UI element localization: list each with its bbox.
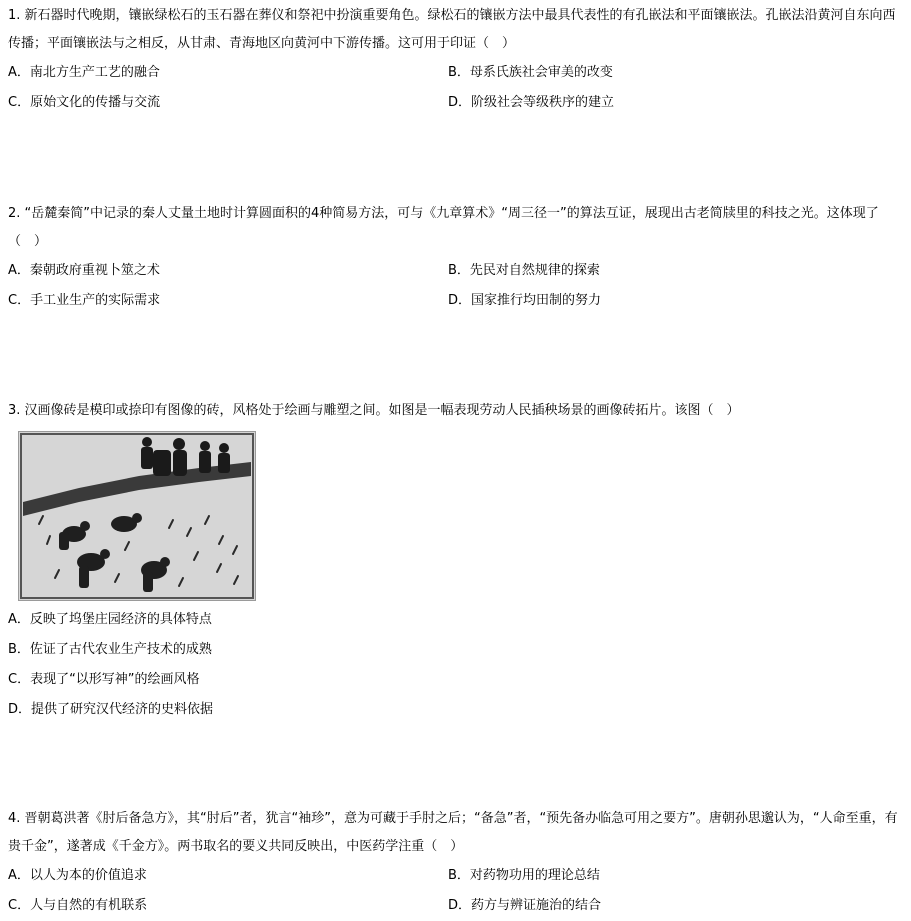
question-3-options [8, 605, 903, 725]
question-1-option-a[interactable]: A．南北方生产工艺的融合 [8, 65, 160, 80]
question-2-options [8, 256, 903, 316]
question-3-stem: 3. 汉画像砖是模印或捺印有图像的砖，风格处于绘画与雕塑之间。如图是一幅表现劳动人民插秧场景的画像砖拓片。该图（ ） [8, 403, 740, 418]
question-1-stem: 1. 新石器时代晚期，镶嵌绿松石的玉石器在葬仪和祭祀中扮演重要角色。绿松石的镶嵌方法中最具代表性的有孔嵌法和平面镶嵌法。孔嵌法沿黄河自东向西传播；平面镶嵌法与之相反，从甘肃、青海地区向黄河中下游传播。这可用于印证（ ） [8, 8, 896, 51]
question-2-stem: 2. “岳麓秦简”中记录的秦人丈量土地时计算圆面积的4种简易方法，可与《九章算术》“周三径一”的算法互证，展现出古老简牍里的科技之光。这体现了（ ） [8, 206, 879, 249]
question-1-option-d[interactable]: D．阶级社会等级秩序的建立 [448, 95, 615, 110]
brick-rubbing-illustration [19, 432, 255, 600]
brick-rubbing-image [18, 431, 256, 601]
question-1 [8, 2, 903, 118]
question-3-option-c[interactable]: C．表现了“以形写神”的绘画风格 [8, 672, 200, 687]
question-4-options [8, 861, 903, 921]
question-1-option-c[interactable]: C．原始文化的传播与交流 [8, 95, 161, 110]
question-1-options [8, 58, 903, 118]
question-4 [8, 805, 903, 921]
question-4-option-d[interactable]: D．药方与辨证施治的结合 [448, 898, 602, 913]
question-3-option-a[interactable]: A．反映了坞堡庄园经济的具体特点 [8, 612, 212, 627]
question-1-option-b[interactable]: B．母系氏族社会审美的改变 [448, 65, 613, 80]
question-2-option-a[interactable]: A．秦朝政府重视卜筮之术 [8, 263, 160, 278]
question-4-option-a[interactable]: A．以人为本的价值追求 [8, 868, 147, 883]
question-3 [8, 397, 903, 725]
question-2-option-b[interactable]: B．先民对自然规律的探索 [448, 263, 600, 278]
question-2 [8, 200, 903, 316]
question-2-option-c[interactable]: C．手工业生产的实际需求 [8, 293, 161, 308]
question-4-option-c[interactable]: C．人与自然的有机联系 [8, 898, 148, 913]
question-3-option-b[interactable]: B．佐证了古代农业生产技术的成熟 [8, 642, 212, 657]
question-3-option-d[interactable]: D．提供了研究汉代经济的史料依据 [8, 702, 214, 717]
question-4-option-b[interactable]: B．对药物功用的理论总结 [448, 868, 600, 883]
question-4-stem: 4. 晋朝葛洪著《肘后备急方》，其“肘后”者，犹言“袖珍”，意为可藏于手肘之后；“备急”者，“预先备办临急可用之要方”。唐朝孙思邈认为，“人命至重，有贵千金”，遂著成《千金方》。两书取名的要义共同反映出，中医药学注重（ ） [8, 811, 898, 854]
question-2-option-d[interactable]: D．国家推行均田制的努力 [448, 293, 602, 308]
